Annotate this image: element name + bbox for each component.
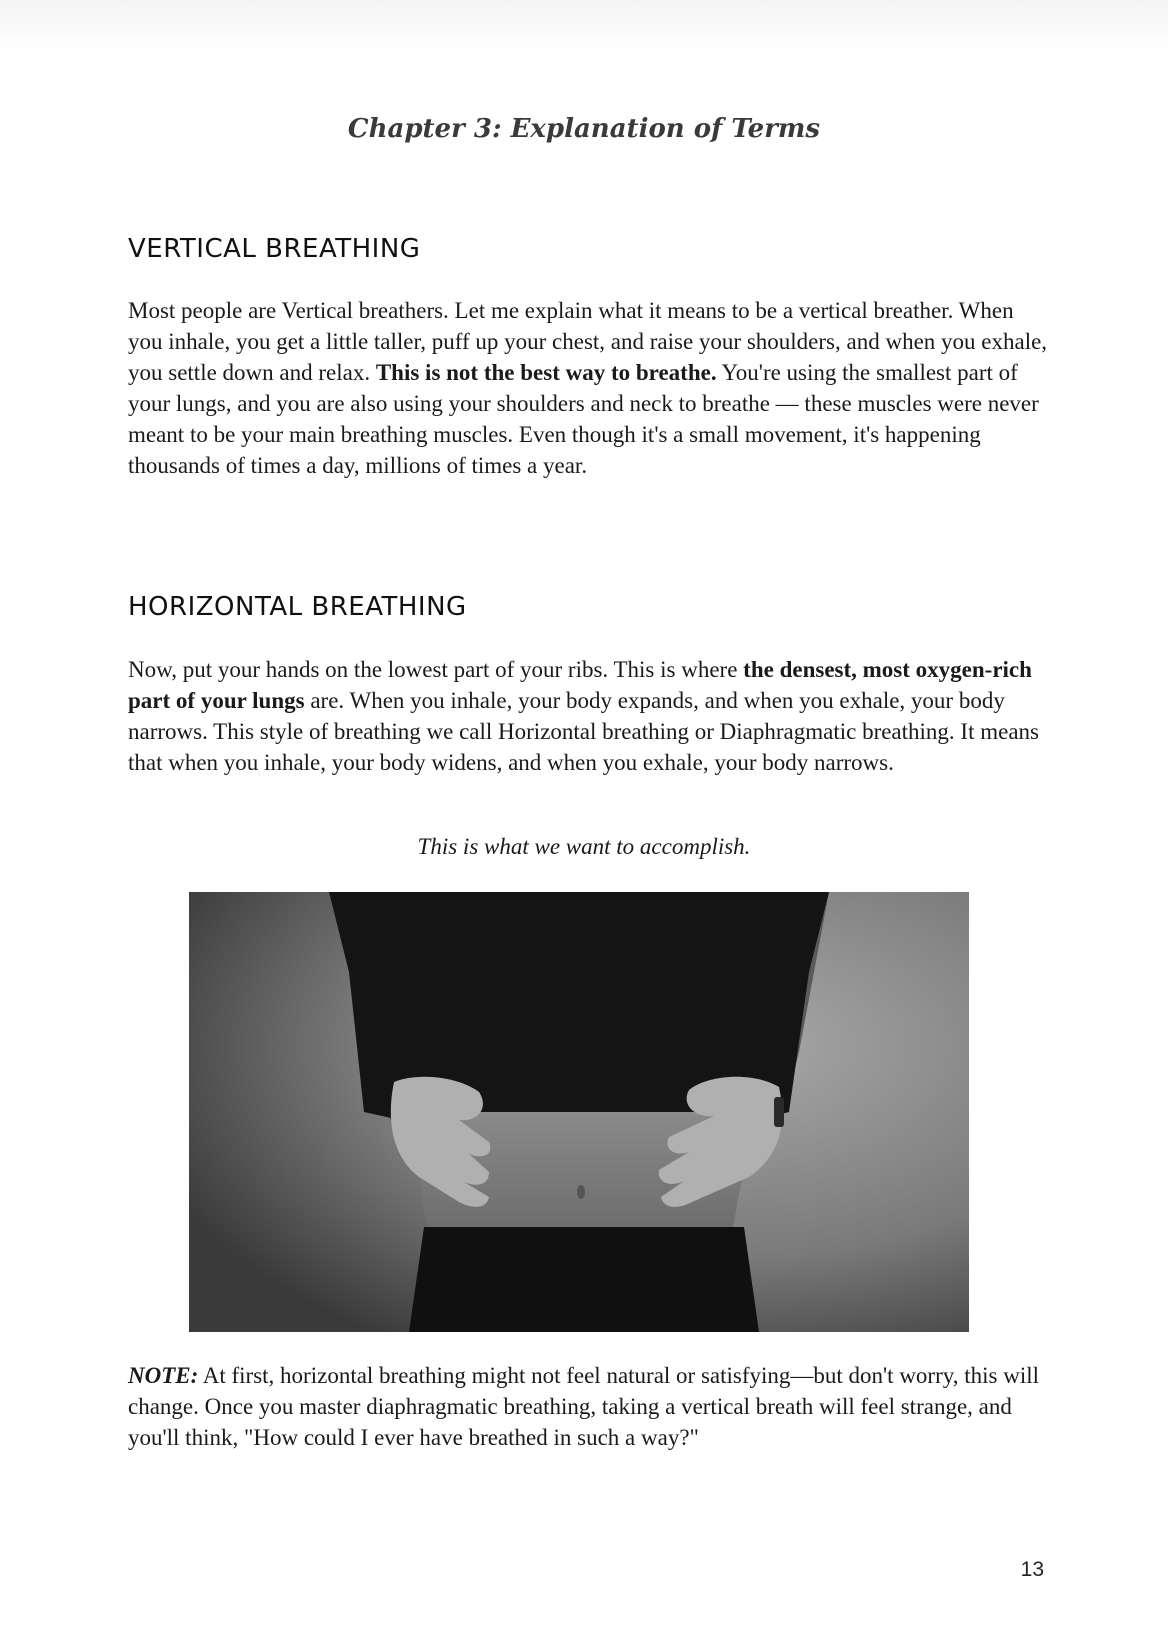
paragraph-text: You're using the smallest part of your lungs, and you are also using your shoulders and neck to breathe — these muscles were never meant to be your main breathing muscles. Even though it's a small movement, it's happening thousands of times a day, millions of times a year. bbox=[128, 360, 1039, 478]
torso-hands-photo bbox=[189, 892, 969, 1332]
note-label: NOTE: bbox=[128, 1363, 199, 1388]
horizontal-breathing-heading: HORIZONTAL BREATHING bbox=[128, 592, 467, 622]
emphasis-text: This is not the best way to breathe. bbox=[375, 360, 717, 385]
vertical-breathing-heading: VERTICAL BREATHING bbox=[128, 234, 421, 264]
page-number: 13 bbox=[1020, 1558, 1044, 1581]
emphasis-text: the densest, most oxygen-rich part of your lungs bbox=[128, 657, 1032, 713]
paragraph-text: are. When you inhale, your body expands, and when you exhale, your body narrows. This style of breathing we call Horizontal breathing or Diaphragmatic breathing. It means that when you inhale, your body widens, and when you exhale, your body narrows. bbox=[128, 688, 1039, 775]
horizontal-breathing-paragraph bbox=[128, 654, 1048, 778]
page-top-shadow bbox=[0, 0, 1168, 56]
photo-illustration bbox=[189, 892, 969, 1332]
note-text: At first, horizontal breathing might not feel natural or satisfying—but don't worry, this will change. Once you master diaphragmatic breathing, taking a vertical breath will feel strange, and you'll think, "How could I ever have breathed in such a way?" bbox=[128, 1363, 1040, 1450]
paragraph-text: Now, put your hands on the lowest part of your ribs. This is where bbox=[128, 657, 744, 682]
chapter-title: Chapter 3: Explanation of Terms bbox=[347, 114, 821, 144]
image-caption: This is what we want to accomplish. bbox=[417, 834, 751, 859]
vertical-breathing-paragraph bbox=[128, 295, 1048, 481]
note-paragraph bbox=[128, 1360, 1048, 1453]
paragraph-text: Most people are Vertical breathers. Let me explain what it means to be a vertical breather. When you inhale, you get a little taller, puff up your chest, and raise your shoulders, and when you exhale, you settle down and relax. bbox=[128, 298, 1048, 385]
